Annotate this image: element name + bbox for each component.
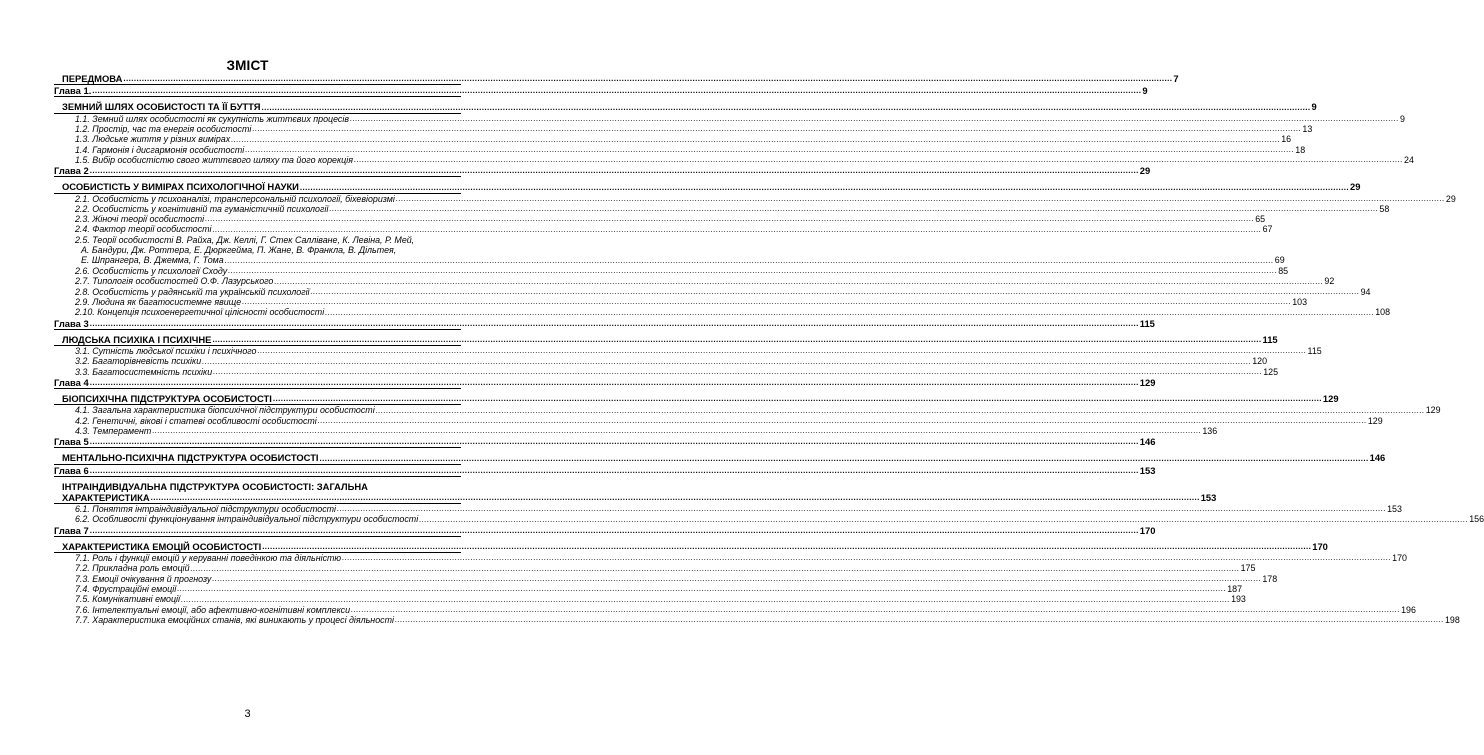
toc-entry-label: 7.5. Комунікативні емоції: [54, 594, 181, 604]
leader-dots: ................................................................................................................................................................................................................................................................................................................................................................................................................: [224, 256, 1274, 266]
leader-dots: ................................................................................................................................................................................................................................................................................................................................................................................................................: [272, 394, 1322, 404]
toc-entry[interactable]: [54, 573, 1278, 584]
toc-page-number: 146: [1369, 452, 1386, 464]
toc-page-number: 103: [1292, 296, 1308, 307]
toc-entry-label: 3.1. Сутність людської психіки і психічного: [54, 346, 257, 356]
toc-entry-label: 1.5. Вибір особистістю свого життєвого шляху та його корекція: [54, 155, 354, 165]
toc-entry[interactable]: [54, 584, 1243, 595]
toc-entry-label: 6.2. Особливості функціонування інтраіндивідуальної підструктури особистості: [54, 514, 419, 524]
toc-entry[interactable]: [54, 154, 1414, 165]
toc-page-number: 7: [1173, 73, 1179, 84]
toc-page-number: 198: [1445, 614, 1460, 625]
toc-entry-label: Глава 5: [54, 436, 89, 448]
toc-page-number: 129: [1425, 405, 1441, 416]
leader-dots: ................................................................................................................................................................................................................................................................................................................................................................................................................: [395, 193, 1445, 203]
leader-dots: ................................................................................................................................................................................................................................................................................................................................................................................................................: [299, 182, 1349, 192]
toc-page-number: 193: [1231, 594, 1246, 605]
toc-entry[interactable]: [54, 224, 1273, 235]
toc-entry-label: ЗЕМНИЙ ШЛЯХ ОСОБИСТОСТІ ТА ЇЇ БУТТЯ: [54, 101, 261, 112]
toc-entry-label: 4.1. Загальна характеристика біопсихічної підструктури особистості: [54, 405, 376, 415]
toc-part-title[interactable]: [54, 73, 1179, 85]
toc-entry-line: 2.5. Теорії особистості В. Райха, Дж. Келлі, Г. Стек Салліване, К. Левіна, Р. Мей,: [75, 234, 415, 245]
toc-entry[interactable]: [54, 514, 1484, 525]
toc-entry[interactable]: [54, 296, 1308, 307]
toc-page-number: 29: [1349, 181, 1361, 193]
toc-page-number: 115: [1262, 333, 1278, 345]
toc-entry[interactable]: [54, 356, 1268, 367]
toc-part-title[interactable]: [54, 393, 1339, 405]
leader-dots: ................................................................................................................................................................................................................................................................................................................................................................................................................: [89, 318, 1139, 328]
toc-page-number: 129: [1322, 393, 1339, 405]
toc-entry-label: 1.3. Людське життя у різних вимірах: [54, 134, 231, 144]
toc-entry-label: 3.3. Багатосистемність психіки: [54, 367, 213, 377]
toc-page-number: 108: [1375, 307, 1391, 318]
toc-page-number: 58: [1379, 203, 1390, 214]
toc-chapter[interactable]: [54, 165, 1151, 177]
leader-dots: ................................................................................................................................................................................................................................................................................................................................................................................................................: [231, 134, 1281, 144]
toc-entry[interactable]: [54, 144, 1306, 155]
leader-dots: ................................................................................................................................................................................................................................................................................................................................................................................................................: [150, 493, 1200, 503]
toc-entry[interactable]: [54, 553, 1407, 564]
leader-dots: ................................................................................................................................................................................................................................................................................................................................................................................................................: [152, 426, 1202, 436]
toc-entry-label: Е. Шпрангера, В. Джемма, Г. Тома: [54, 255, 225, 266]
toc-entry[interactable]: [54, 134, 1292, 145]
toc-page-number: 153: [1387, 504, 1402, 515]
toc-entry-label: 2.8. Особистість у радянській та українській психології: [54, 287, 311, 297]
toc-page-number: 170: [1392, 553, 1407, 564]
toc-entry-label: 7.6. Інтелектуальні емоції, або афективно-когнітивні комплекси: [54, 605, 351, 615]
leader-dots: ................................................................................................................................................................................................................................................................................................................................................................................................................: [252, 124, 1302, 134]
toc-entry-label: 2.3. Жіночі теорії особистості: [54, 214, 205, 224]
toc-entry[interactable]: [54, 276, 1335, 287]
toc-entry-label: Глава 6: [54, 464, 89, 476]
leader-dots: ................................................................................................................................................................................................................................................................................................................................................................................................................: [181, 594, 1231, 604]
toc-page-number: 178: [1262, 573, 1278, 584]
toc-page-number: 129: [1139, 376, 1156, 388]
toc-entry-label: БІОПСИХІЧНА ПІДСТРУКТУРА ОСОБИСТОСТІ: [54, 393, 273, 404]
toc-chapter[interactable]: [54, 317, 1155, 330]
leader-dots: ................................................................................................................................................................................................................................................................................................................................................................................................................: [202, 356, 1252, 366]
toc-page-number: 69: [1274, 255, 1285, 266]
toc-page-number: 16: [1281, 134, 1292, 145]
toc-entry[interactable]: [54, 113, 1405, 124]
table-of-contents: [54, 73, 1484, 625]
leader-dots: ................................................................................................................................................................................................................................................................................................................................................................................................................: [337, 504, 1387, 514]
toc-entry-label: 2.9. Людина як багатосистемне явище: [54, 297, 242, 307]
toc-entry-label: 7.7. Характеристика емоційних станів, які виникають у процесі діяльності: [54, 615, 395, 625]
toc-entry[interactable]: [54, 604, 1416, 615]
leader-dots: ................................................................................................................................................................................................................................................................................................................................................................................................................: [89, 465, 1139, 475]
leader-dots: ................................................................................................................................................................................................................................................................................................................................................................................................................: [212, 334, 1262, 344]
toc-entry-label: ЛЮДСЬКА ПСИХІКА І ПСИХІЧНЕ: [54, 334, 212, 345]
toc-page-number: 153: [1139, 464, 1156, 476]
leader-dots: ................................................................................................................................................................................................................................................................................................................................................................................................................: [257, 346, 1307, 356]
toc-entry-label: 2.7. Типологія особистостей О.Ф. Лазурського: [54, 276, 274, 286]
leader-dots: ................................................................................................................................................................................................................................................................................................................................................................................................................: [123, 74, 1173, 84]
leader-dots: ................................................................................................................................................................................................................................................................................................................................................................................................................: [274, 276, 1324, 286]
toc-entry-label: 1.1. Земний шлях особистості як сукупність життєвих процесів: [54, 114, 350, 124]
leader-dots: ................................................................................................................................................................................................................................................................................................................................................................................................................: [419, 514, 1469, 524]
toc-part-title[interactable]: [54, 491, 1217, 504]
leader-dots: ................................................................................................................................................................................................................................................................................................................................................................................................................: [329, 204, 1379, 214]
toc-entry-label: 7.3. Емоції очікування й прогнозу: [54, 574, 212, 584]
toc-page-number: 175: [1240, 563, 1256, 574]
leader-dots: ................................................................................................................................................................................................................................................................................................................................................................................................................: [92, 86, 1142, 96]
toc-page-number: 29: [1139, 165, 1151, 177]
toc-page-number: 125: [1263, 366, 1279, 377]
toc-entry-label: 2.10. Концепція психоенергетичної цілісності особистості: [54, 307, 325, 317]
leader-dots: ................................................................................................................................................................................................................................................................................................................................................................................................................: [310, 286, 1360, 296]
toc-page-number: 24: [1404, 154, 1414, 165]
leader-dots: ................................................................................................................................................................................................................................................................................................................................................................................................................: [262, 542, 1312, 552]
leader-dots: ................................................................................................................................................................................................................................................................................................................................................................................................................: [242, 297, 1292, 307]
toc-entry-label: 3.2. Багаторівневість психіки: [54, 356, 202, 366]
toc-entry-label: ОСОБИСТІСТЬ У ВИМІРАХ ПСИХОЛОГІЧНОЇ НАУКИ: [54, 181, 300, 192]
toc-page-number: 120: [1252, 356, 1268, 367]
leader-dots: ................................................................................................................................................................................................................................................................................................................................................................................................................: [212, 224, 1262, 234]
toc-part-title[interactable]: [54, 101, 1317, 113]
toc-entry-label: ПЕРЕДМОВА: [54, 73, 123, 84]
toc-entry-label: 2.2. Особистість у когнітивній та гуманістичній психології: [54, 204, 329, 214]
page-title: ЗМІСТ: [226, 58, 269, 73]
toc-entry-label: 2.6. Особистість у психології Сходу: [54, 266, 228, 276]
leader-dots: ................................................................................................................................................................................................................................................................................................................................................................................................................: [228, 266, 1278, 276]
leader-dots: ................................................................................................................................................................................................................................................................................................................................................................................................................: [317, 415, 1367, 425]
toc-entry-label: 7.1. Роль і функції емоцій у керуванні поведінкою та діяльністю: [54, 553, 342, 563]
toc-part-title[interactable]: [54, 540, 1328, 553]
leader-dots: ................................................................................................................................................................................................................................................................................................................................................................................................................: [205, 214, 1255, 224]
toc-entry-label: Глава 4: [54, 376, 89, 388]
toc-entry-label: 4.2. Генетичні, вікові і статеві особливості особистості: [54, 416, 318, 426]
toc-entry[interactable]: [54, 193, 1456, 204]
toc-entry-label: МЕНТАЛЬНО-ПСИХІЧНА ПІДСТРУКТУРА ОСОБИСТОСТІ: [54, 452, 320, 463]
toc-page-number: 187: [1227, 584, 1243, 595]
toc-entry-label: ХАРАКТЕРИСТИКА ЕМОЦІЙ ОСОБИСТОСТІ: [54, 541, 262, 552]
toc-entry[interactable]: [54, 123, 1313, 134]
toc-page-number: 18: [1295, 144, 1306, 155]
toc-entry[interactable]: [54, 366, 1279, 377]
leader-dots: ................................................................................................................................................................................................................................................................................................................................................................................................................: [89, 378, 1139, 388]
toc-entry[interactable]: [54, 425, 1218, 436]
toc-chapter[interactable]: [54, 376, 1156, 389]
toc-entry-multiline[interactable]: [54, 234, 1285, 266]
toc-entry[interactable]: [54, 307, 1391, 318]
toc-page-number: 115: [1139, 317, 1155, 329]
leader-dots: ................................................................................................................................................................................................................................................................................................................................................................................................................: [177, 584, 1227, 594]
toc-entry-label: Глава 1.: [54, 85, 92, 97]
leader-dots: ................................................................................................................................................................................................................................................................................................................................................................................................................: [89, 437, 1139, 447]
toc-page-number: 170: [1139, 524, 1156, 536]
leader-dots: ................................................................................................................................................................................................................................................................................................................................................................................................................: [325, 307, 1375, 317]
toc-part-title[interactable]: [54, 181, 1361, 193]
toc-page-number: 29: [1445, 193, 1456, 204]
toc-chapter[interactable]: [54, 436, 1156, 448]
toc-entry[interactable]: [54, 504, 1402, 515]
toc-entry-label: Глава 7: [54, 524, 89, 536]
leader-dots: ................................................................................................................................................................................................................................................................................................................................................................................................................: [212, 574, 1262, 584]
toc-entry-label: 4.3. Темперамент: [54, 426, 152, 436]
toc-entry-label: 1.2. Простір, час та енергія особистості: [54, 124, 252, 134]
toc-part-title[interactable]: [54, 452, 1386, 464]
toc-entry-line: А. Бандури, Дж. Роттера, Е. Дюркгейма, П. Жане, В. Франкла, В. Дільтея,: [81, 244, 397, 255]
toc-entry-label: 6.1. Поняття інтраіндивідуальної підструктури особистості: [54, 504, 337, 514]
toc-entry-label: 7.4. Фрустраційні емоції: [54, 584, 177, 594]
toc-entry[interactable]: [54, 345, 1322, 356]
toc-entry[interactable]: [54, 203, 1390, 214]
toc-page-number: 170: [1312, 540, 1328, 552]
toc-page-number: 85: [1278, 266, 1289, 277]
toc-page-number: 153: [1200, 491, 1217, 503]
toc-entry[interactable]: [54, 214, 1266, 225]
toc-entry[interactable]: [54, 405, 1441, 416]
leader-dots: ................................................................................................................................................................................................................................................................................................................................................................................................................: [353, 155, 1404, 165]
leader-dots: ................................................................................................................................................................................................................................................................................................................................................................................................................: [245, 144, 1295, 154]
toc-part-title[interactable]: [54, 333, 1278, 346]
toc-chapter[interactable]: [54, 524, 1156, 537]
toc-entry[interactable]: [54, 286, 1371, 297]
toc-page-number: 65: [1255, 214, 1266, 225]
toc-page-number: 94: [1360, 286, 1371, 297]
toc-entry-label: ХАРАКТЕРИСТИКА: [54, 492, 151, 503]
toc-entry[interactable]: [54, 594, 1246, 605]
toc-entry[interactable]: [54, 266, 1289, 277]
toc-page-number: 9: [1142, 85, 1148, 97]
page-number: 3: [244, 708, 251, 720]
toc-entry-label: Глава 2: [54, 165, 89, 177]
toc-entry-label: Глава 3: [54, 317, 89, 329]
leader-dots: ................................................................................................................................................................................................................................................................................................................................................................................................................: [89, 525, 1139, 535]
leader-dots: ................................................................................................................................................................................................................................................................................................................................................................................................................: [89, 166, 1139, 176]
leader-dots: ................................................................................................................................................................................................................................................................................................................................................................................................................: [342, 553, 1392, 563]
toc-part-heading: ІНТРАІНДИВІДУАЛЬНА ПІДСТРУКТУРА ОСОБИСТОСТІ: ЗАГАЛЬНА: [62, 480, 368, 492]
toc-entry-label: 7.2. Прикладна роль емоцій: [54, 563, 191, 573]
toc-page-number: 129: [1367, 415, 1383, 426]
leader-dots: ................................................................................................................................................................................................................................................................................................................................................................................................................: [261, 102, 1311, 112]
toc-page-number: 156: [1469, 514, 1484, 525]
toc-entry-label: 2.4. Фактор теорії особистості: [54, 224, 213, 234]
leader-dots: ................................................................................................................................................................................................................................................................................................................................................................................................................: [190, 563, 1240, 573]
leader-dots: ................................................................................................................................................................................................................................................................................................................................................................................................................: [213, 366, 1263, 376]
toc-page-number: 92: [1324, 276, 1335, 287]
leader-dots: ................................................................................................................................................................................................................................................................................................................................................................................................................: [375, 405, 1425, 415]
toc-page-number: 9: [1400, 113, 1405, 124]
toc-chapter[interactable]: [54, 464, 1156, 477]
toc-page-number: 9: [1311, 101, 1317, 113]
leader-dots: ................................................................................................................................................................................................................................................................................................................................................................................................................: [349, 113, 1400, 123]
toc-entry[interactable]: [54, 563, 1256, 574]
toc-chapter[interactable]: [54, 85, 1148, 97]
toc-page-number: 196: [1401, 604, 1416, 615]
toc-entry[interactable]: [54, 415, 1383, 426]
toc-page-number: 13: [1302, 123, 1313, 134]
leader-dots: ................................................................................................................................................................................................................................................................................................................................................................................................................: [394, 615, 1444, 625]
toc-entry-label: 1.4. Гармонія і дисгармонія особистості: [54, 145, 245, 155]
toc-page-number: 146: [1139, 436, 1156, 448]
toc-entry[interactable]: [54, 614, 1460, 625]
toc-page-number: 136: [1202, 425, 1218, 436]
leader-dots: ................................................................................................................................................................................................................................................................................................................................................................................................................: [351, 604, 1401, 614]
toc-page-number: 67: [1262, 224, 1273, 235]
toc-entry-label: 2.1. Особистість у психоаналізі, трансперсональній психології, біхевіоризмі: [54, 194, 396, 204]
leader-dots: ................................................................................................................................................................................................................................................................................................................................................................................................................: [319, 453, 1369, 463]
toc-page-number: 115: [1307, 345, 1322, 356]
